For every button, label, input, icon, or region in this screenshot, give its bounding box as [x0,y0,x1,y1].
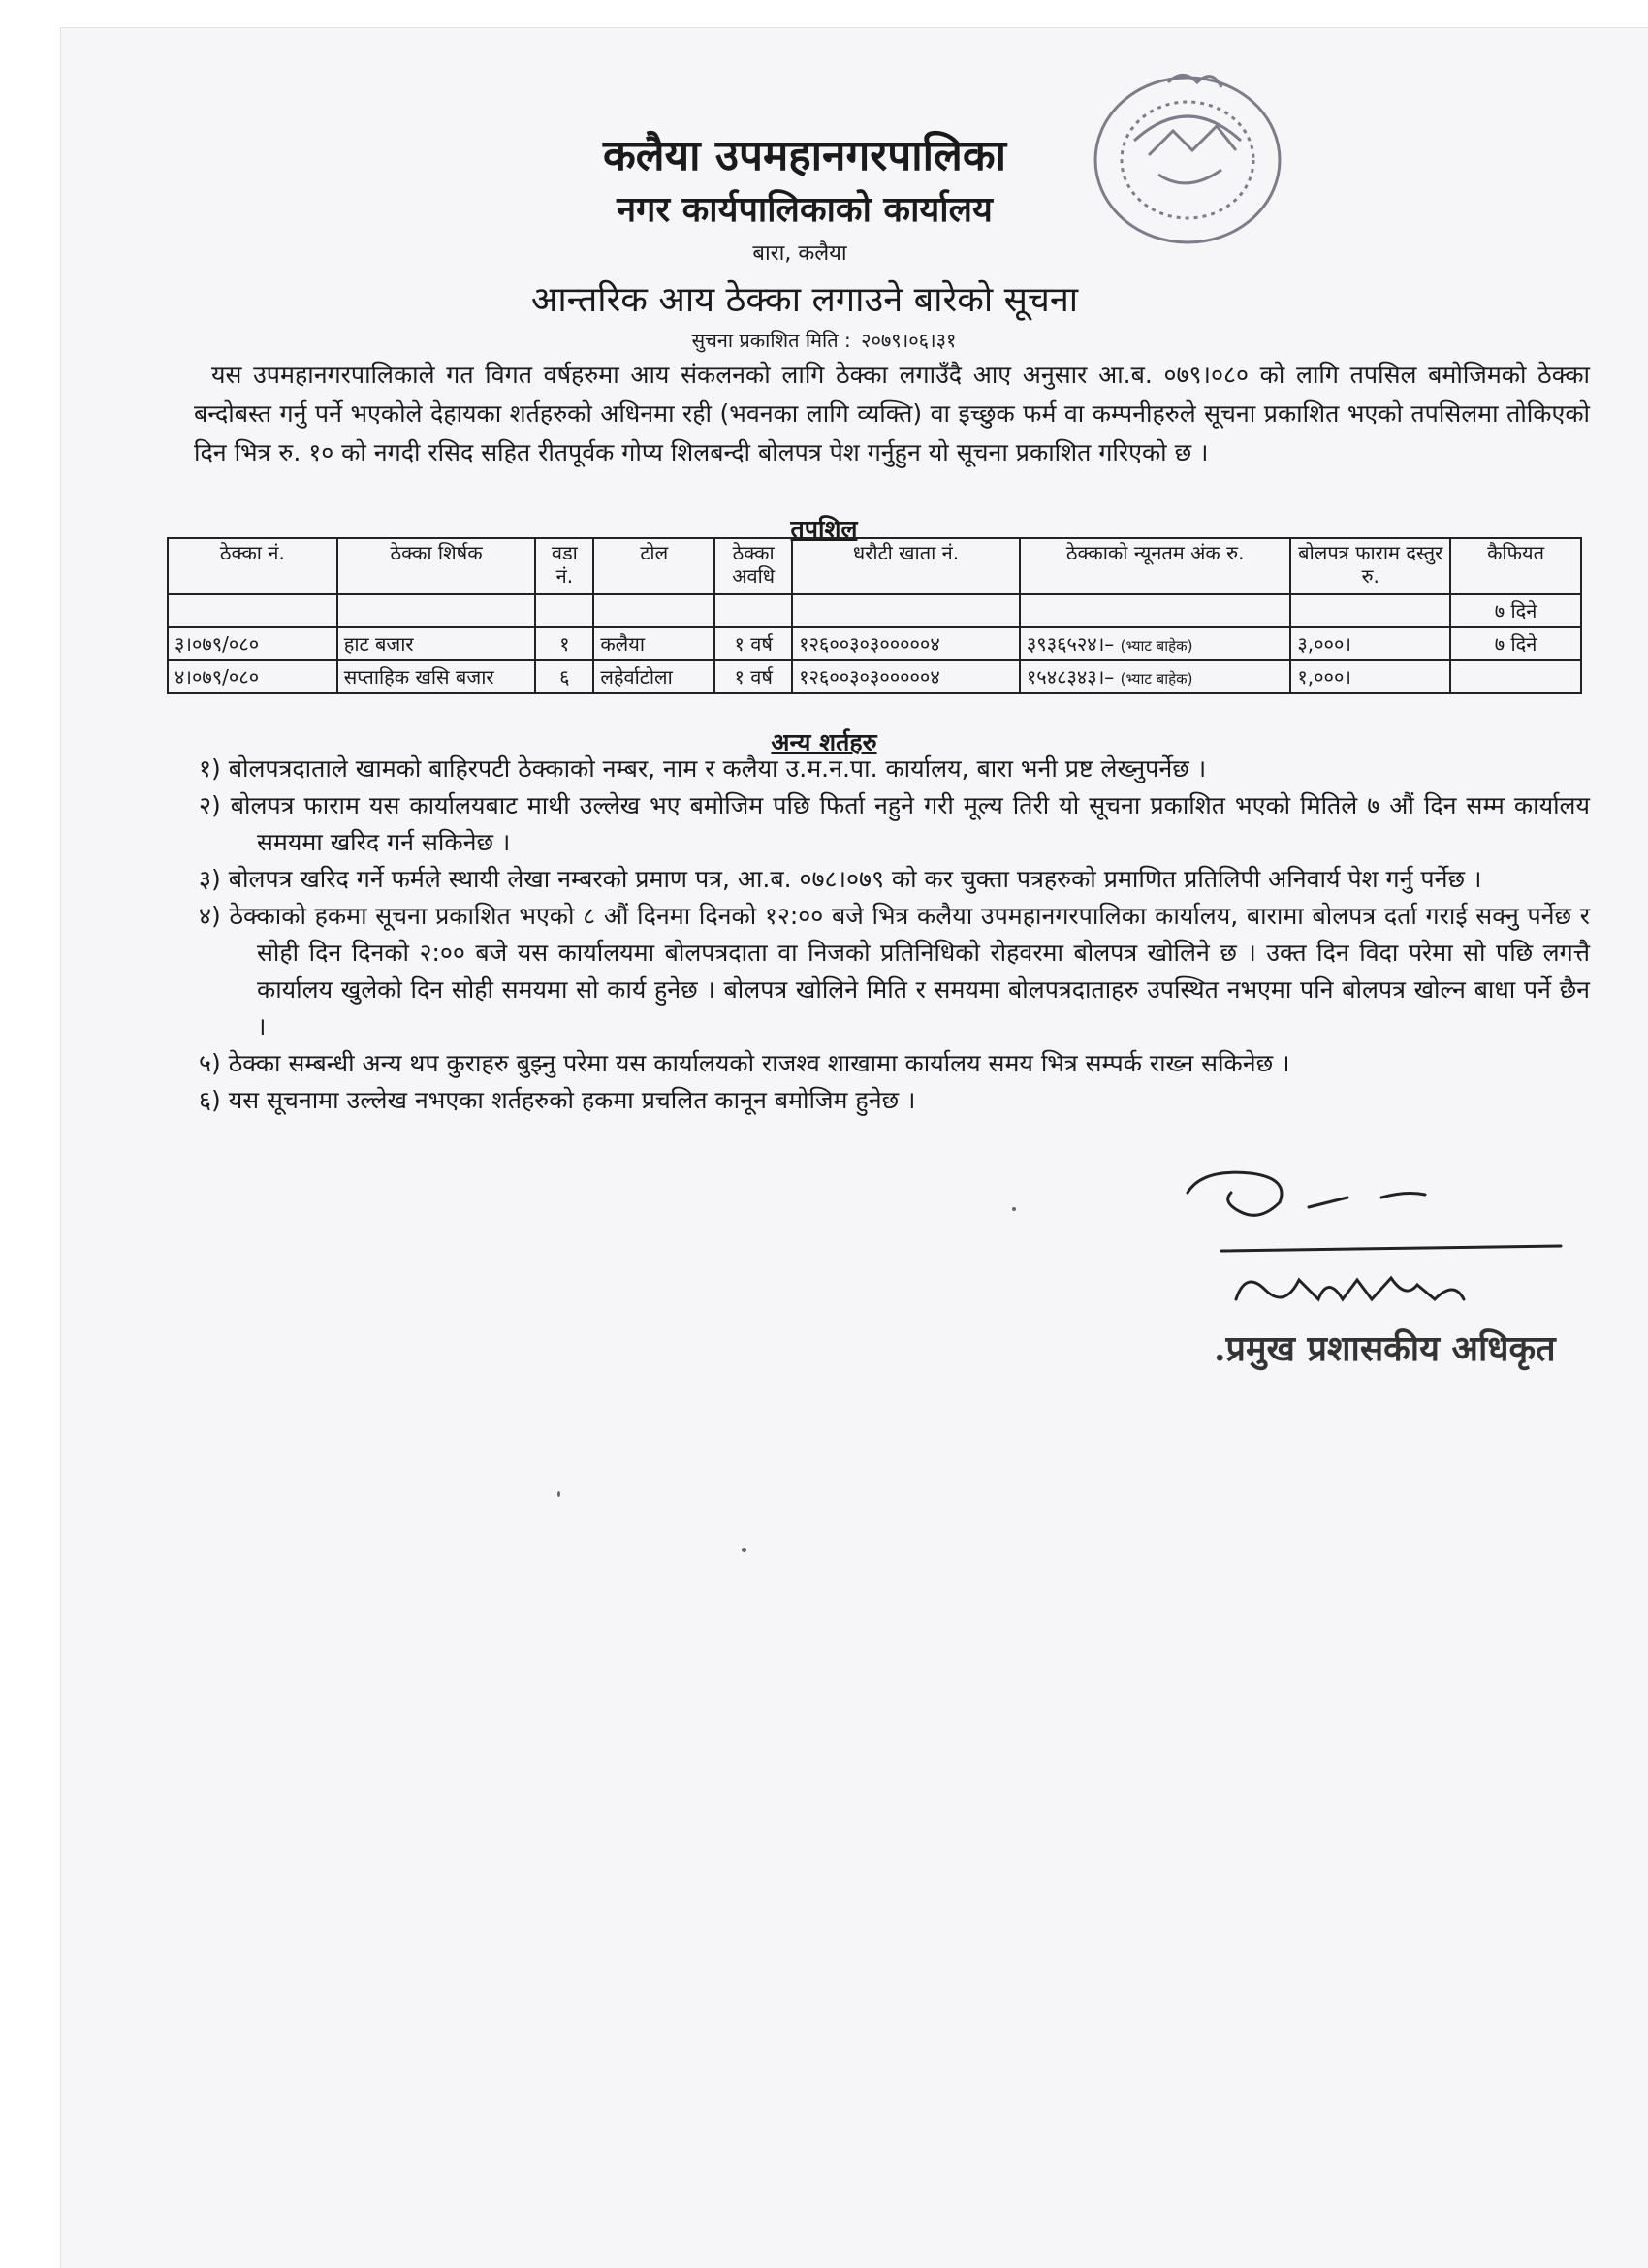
cell-min-amount [1020,627,1290,660]
published-date-line [0,327,1648,353]
condition-item: ५) ठेक्का सम्बन्धी अन्य थप कुराहरु बुझ्नु परेमा यस कार्यालयको राजश्व शाखामा कार्यालय समय भित्र सम्पर्क राख्न सकिनेछ । [199,1049,1290,1077]
col-header: टोल [593,538,714,594]
cell-title [337,594,536,627]
table-row [168,627,1581,660]
condition-item: २) बोलपत्र फाराम यस कार्यालयबाट माथी उल्लेख भए बमोजिम पछि फिर्ता नहुने गरी मूल्य तिरी यो सूचना प्रकाशित भएको मितिले ७ औं दिन सम्म कार्यालय समयमा खरिद गर्न सकिनेछ । [199,791,1590,856]
cell-no: ३।०७९/०८० [168,627,337,660]
conditions-list [199,751,1590,1119]
signatory-role: .प्रमुख प्रशासकीय अधिकृत [1214,1328,1556,1369]
cell-ward: १ [535,627,593,660]
cell-account: १२६००३०३०००००४ [792,660,1020,693]
office-address: बारा, कलैया [752,241,847,266]
cell-remarks [1450,660,1581,693]
table-row [168,660,1581,693]
cell-min-amount [1020,660,1290,693]
col-header: ठेक्का अवधि [714,538,792,594]
vat-note: (भ्याट बाहेक) [1120,637,1193,655]
org-name: कलैया उपमहानगरपालिका [602,131,1007,180]
cell-tole [593,594,714,627]
cell-period [714,594,792,627]
cell-account: १२६००३०३०००००४ [792,627,1020,660]
cell-form-fee: ३,०००। [1290,627,1450,660]
table-title: तपशिल [790,515,858,543]
table-header-row [168,538,1581,594]
cell-ward: ६ [535,660,593,693]
cell-period: १ वर्ष [714,627,792,660]
condition-item: ३) बोलपत्र खरिद गर्ने फर्मले स्थायी लेखा नम्बरको प्रमाण पत्र, आ.ब. ०७८।०७९ को कर चुक्ता पत्रहरुको प्रमाणित प्रतिलिपी अनिवार्य पेश गर्नु पर्नेछ । [199,865,1482,893]
col-header: धरौटी खाता नं. [792,538,1020,594]
conditions-title: अन्य शर्तहरु [771,728,877,756]
cell-title: हाट बजार [337,627,536,660]
col-header: वडा नं. [535,538,593,594]
cell-tole: कलैया [593,627,714,660]
cell-title: सप्ताहिक खसि बजार [337,660,536,693]
cell-ward [535,594,593,627]
table-row [168,594,1581,627]
cell-account [792,594,1020,627]
min-amount-value: १५४८३४३।– [1026,665,1115,688]
office-name: नगर कार्यपालिकाको कार्यालय [617,190,993,230]
intro-paragraph: यस उपमहानगरपालिकाले गत विगत वर्षहरुमा आय संकलनको लागि ठेक्का लगाउँदै आए अनुसार आ.ब. ०७९।०८० को लागि तपसिल बमोजिमको ठेक्का बन्दोबस्त गर्नु पर्ने भएकोले देहायका शर्तहरुको अधिनमा रही (भवनका लागि व्यक्ति) वा इच्छुक फर्म वा कम्पनीहरुले सूचना प्रकाशित भएको तपसिलमा तोकिएको दिन भित्र रु. १० को नगदी रसिद सहित रीतपूर्वक गोप्य शिलबन्दी बोलपत्र पेश गर्नुहुन यो सूचना प्रकाशित गरिएको छ । [194,361,1590,466]
min-amount-value: ३९३६५२४।– [1026,632,1115,655]
scan-speck [742,1548,746,1552]
tender-table [167,537,1582,694]
cell-form-fee [1290,594,1450,627]
scan-speck [1012,1207,1016,1211]
condition-item: ४) ठेक्काको हकमा सूचना प्रकाशित भएको ८ औं दिनमा दिनको १२:०० बजे भित्र कलैया उपमहानगरपालिका कार्यालय, बारामा बोलपत्र दर्ता गराई सक्नु पर्नेछ र सोही दिन दिनको २:०० बजे यस कार्यालयमा बोलपत्रदाता वा निजको प्रतिनिधिको रोहवरमा बोलपत्र खोलिने छ । उक्त दिन विदा परेमा सो पछि लगत्तै कार्यालय खुलेको दिन सोही समयमा सो कार्य हुनेछ । बोलपत्र खोलिने मिति र समयमा बोलपत्रदाताहरु उपस्थित नभएमा पनि बोलपत्र खोल्न बाधा पर्ने छैन । [199,902,1590,1040]
published-date-value: २०७९।०६।३१ [861,329,957,352]
cell-min-amount [1020,594,1290,627]
cell-no: ४।०७९/०८० [168,660,337,693]
vat-note: (भ्याट बाहेक) [1120,670,1193,687]
cell-period: १ वर्ष [714,660,792,693]
published-date-label: सुचना प्रकाशित मिति : [691,329,851,352]
col-header: कैफियत [1450,538,1581,594]
col-header: बोलपत्र फाराम दस्तुर रु. [1290,538,1450,594]
condition-item: १) बोलपत्रदाताले खामको बाहिरपटी ठेक्काको नम्बर, नाम र कलैया उ.म.न.पा. कार्यालय, बारा भनी प्रष्ट लेख्नुपर्नेछ । [199,754,1207,783]
notice-title: आन्तरिक आय ठेक्का लगाउने बारेको सूचना [530,280,1079,320]
cell-tole: लहेर्वाटोला [593,660,714,693]
scan-speck [557,1491,560,1497]
cell-form-fee: १,०००। [1290,660,1450,693]
col-header: ठेक्का नं. [168,538,337,594]
cell-remarks: ७ दिने [1450,627,1581,660]
col-header: ठेक्काको न्यूनतम अंक रु. [1020,538,1290,594]
cell-no [168,594,337,627]
condition-item: ६) यस सूचनामा उल्लेख नभएका शर्तहरुको हकमा प्रचलित कानून बमोजिम हुनेछ । [199,1086,916,1114]
cell-remarks: ७ दिने [1450,594,1581,627]
col-header: ठेक्का शिर्षक [337,538,536,594]
